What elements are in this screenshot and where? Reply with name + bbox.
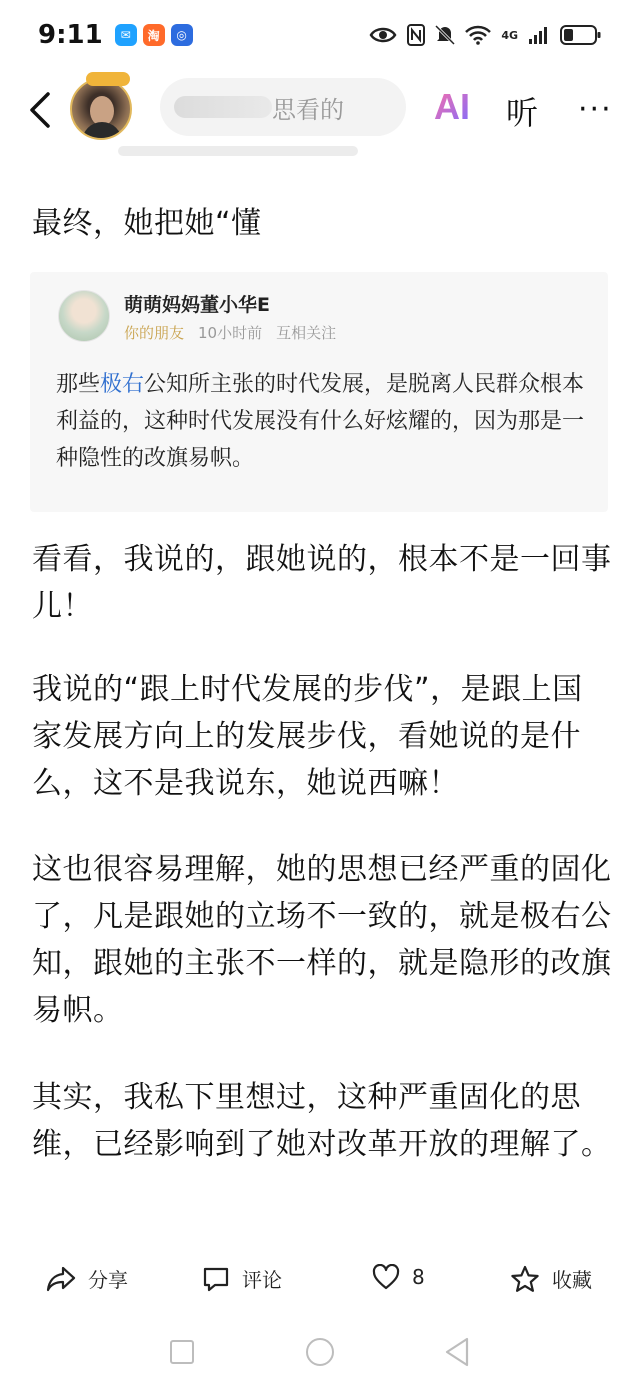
quoted-post-text [56,366,590,477]
browser-app-icon: ◎ [171,24,193,46]
nfc-icon [407,24,425,46]
more-options-button[interactable]: ··· [578,92,613,127]
quoted-author-avatar[interactable] [58,290,110,342]
title-search-pill[interactable] [160,78,406,136]
battery-icon [560,24,602,46]
back-arrow-icon[interactable] [24,90,56,130]
article-paragraph: 看看，我说的，跟她说的，根本不是一回事儿！ [32,542,612,624]
author-avatar[interactable] [70,78,132,140]
quoted-text-before: 那些 [56,372,101,397]
post-time: 10小时前 [198,324,263,342]
article-paragraph: 我说的“跟上时代发展的步伐”，是跟上国家发展方向上的发展步伐，看她说的是什么，这不是我说东，她说西嘛！ [32,672,583,801]
article-paragraph: 其实，我私下里想过，这种严重固化的思维，已经影响到了她对改革开放的理解了。 [32,1080,612,1162]
favorite-label: 收藏 [552,1268,592,1292]
wifi-icon [465,25,491,45]
avatar-frame-badge [86,72,130,86]
scrolled-content-remnant [118,142,398,160]
system-nav-bar [0,1316,640,1387]
blurred-title-text [174,96,272,118]
signal-icon [528,25,550,45]
article-paragraph: 这也很容易理解，她的思想已经严重的固化了，凡是跟她的立场不一致的，就是极右公知，跟她的主张不一样的，就是隐形的改旗易帜。 [32,852,612,1028]
status-time: 9:11 [38,20,103,50]
ai-button[interactable]: AI [434,86,470,127]
topic-link[interactable]: 极右 [100,372,145,397]
like-count: 8 [412,1265,425,1289]
listen-button[interactable]: 听 [506,94,539,132]
follow-status: 互相关注 [276,324,337,342]
share-label: 分享 [88,1268,128,1292]
comment-label: 评论 [242,1268,282,1292]
status-bar [0,0,640,70]
action-bar [0,1252,640,1310]
quoted-post-card[interactable] [30,272,608,512]
avatar-body [82,122,122,140]
eye-icon [369,25,397,45]
top-nav [0,72,640,148]
home-button[interactable] [306,1338,334,1366]
recent-apps-button[interactable] [170,1340,194,1364]
share-icon [46,1266,76,1292]
mute-icon [435,24,455,46]
star-icon [510,1265,540,1293]
share-button[interactable] [46,1264,128,1293]
like-button[interactable] [372,1264,425,1290]
favorite-button[interactable] [510,1264,592,1293]
nav-back-icon[interactable] [444,1336,470,1368]
quoted-author-name[interactable]: 萌萌妈妈董小华E [124,294,270,316]
heart-icon [372,1264,400,1290]
message-app-icon: ✉ [115,24,137,46]
network-type-label: 4G [501,28,518,42]
quoted-post-meta [124,322,336,343]
comment-icon [202,1266,230,1292]
taobao-app-icon: 淘 [143,24,165,46]
title-pill-text: 思看的 [272,95,344,124]
friend-tag: 你的朋友 [124,324,185,342]
comment-button[interactable] [202,1264,282,1293]
article-paragraph: 最终，她把她“懂 [32,206,262,241]
quoted-text-after: 公知所主张的时代发展，是脱离人民群众根本利益的，这种时代发展没有什么好炫耀的，因为那是一种隐性的改旗易帜。 [56,372,585,471]
status-icons [369,24,602,46]
